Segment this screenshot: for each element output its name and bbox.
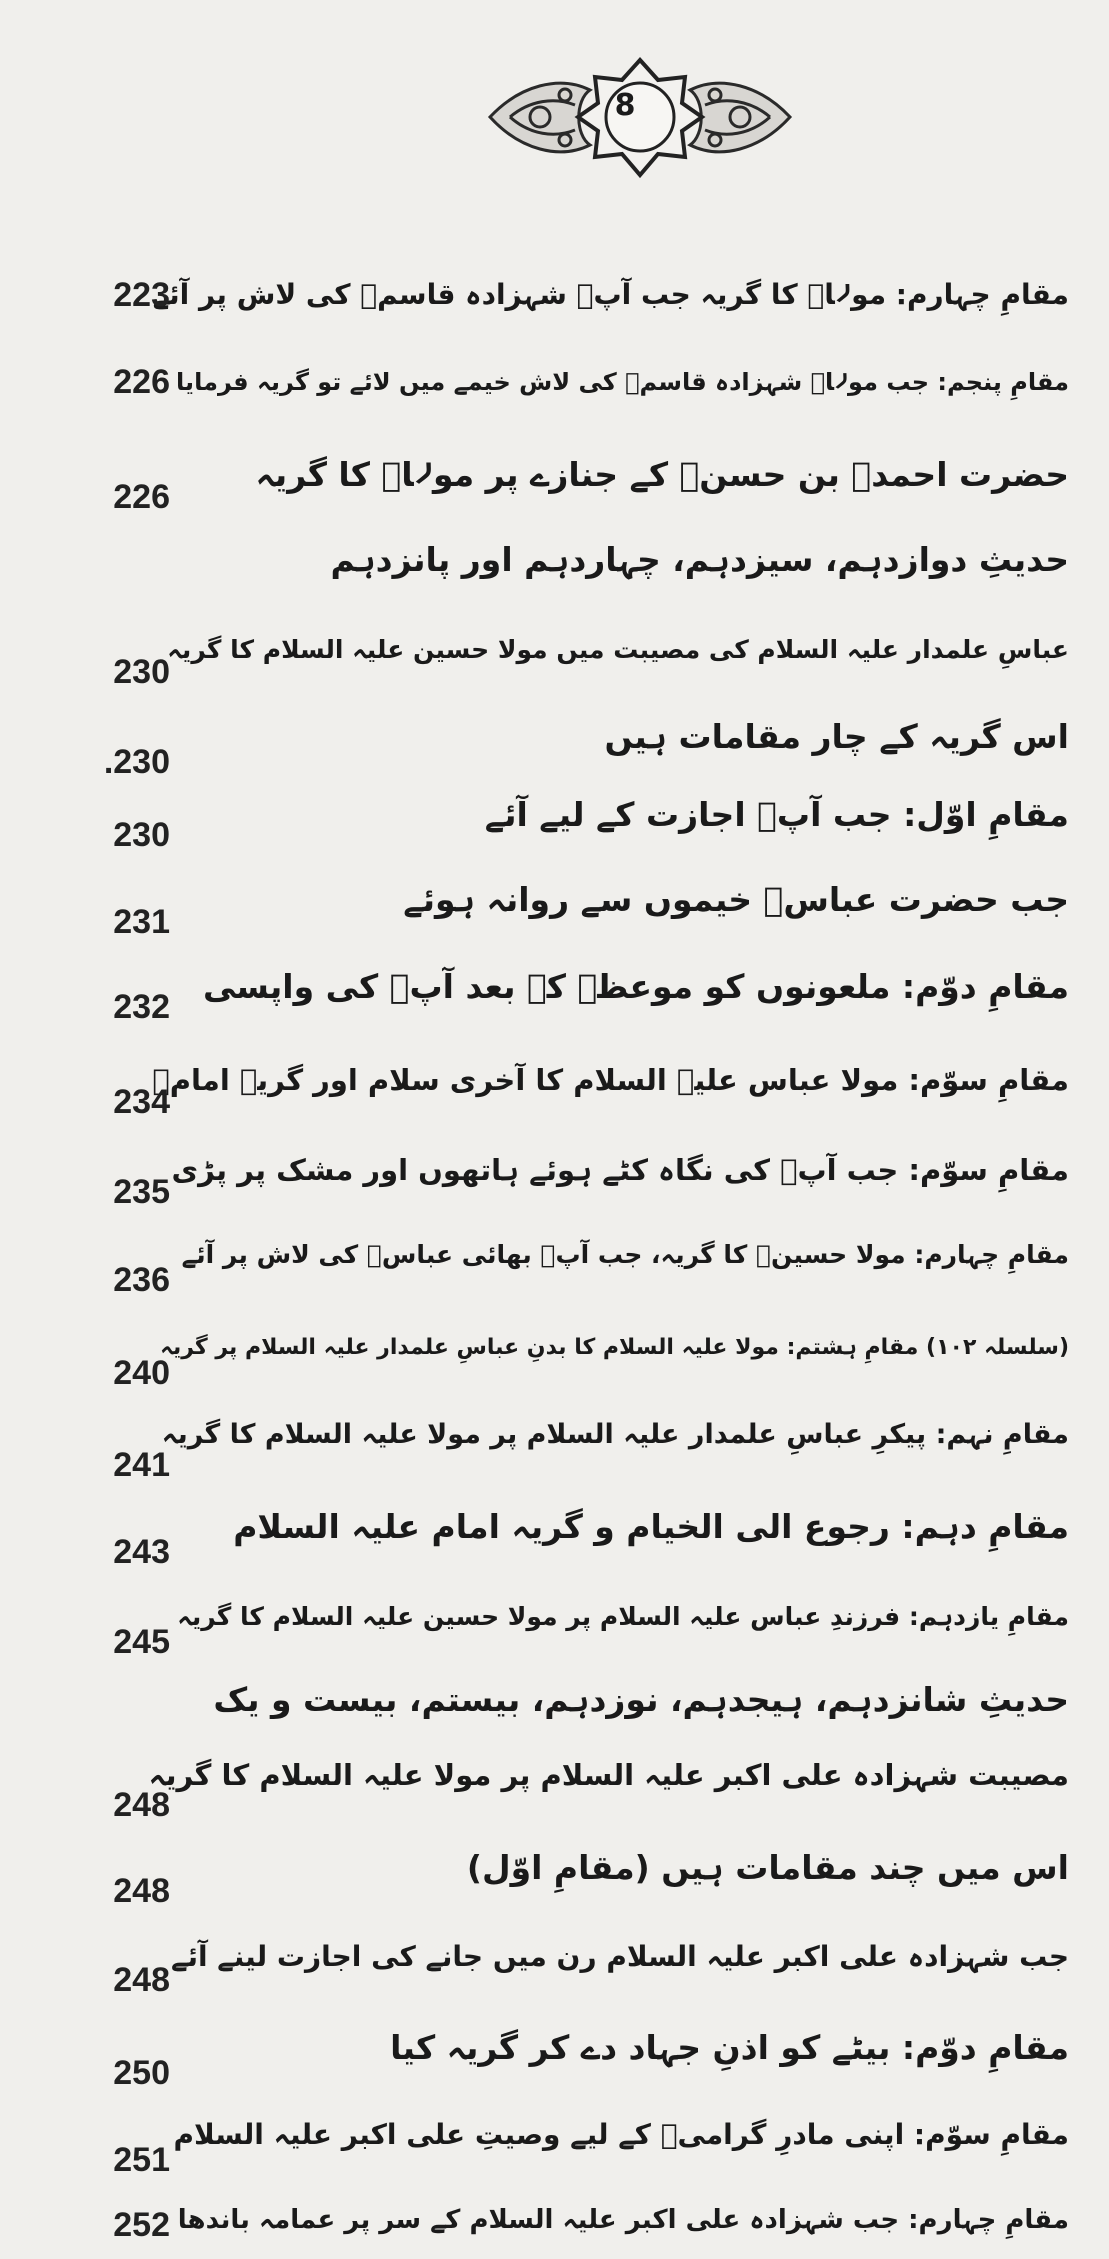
toc-entry-title: اس میں چند مقامات ہیں (مقامِ اوّل): [466, 1848, 1069, 1887]
toc-entry-page: 230: [113, 816, 170, 854]
toc-entry[interactable]: [0, 445, 1109, 516]
toc-entry-page: 252: [113, 2206, 170, 2244]
toc-entry-page: 243: [113, 1533, 170, 1571]
toc-entry-page: 234: [113, 1083, 170, 1121]
toc-entry-title: عباسِ علمدار علیہ السلام کی مصیبت میں مولا حسین علیہ السلام کا گریہ: [167, 635, 1069, 664]
toc-entry-page: 235: [113, 1173, 170, 1211]
toc-entry-title: جب شہزادہ علی اکبر علیہ السلام رن میں جانے کی اجازت لینے آئے: [171, 1940, 1069, 1973]
toc-entry-title: مقامِ پنجم: جب مولاؑ شہزادہ قاسمؑ کی لاش خیمے میں لائے تو گریہ فرمایا: [176, 368, 1069, 396]
toc-entry-title: حدیثِ شانزدہم، ہیجدہم، نوزدہم، بیستم، بیست و یک: [213, 1680, 1069, 1719]
toc-entry[interactable]: [0, 1050, 1109, 1121]
toc-entry-title: مقامِ چہارم: مولاؑ کا گریہ جب آپؑ شہزادہ قاسمؑ کی لاش پر آئے: [152, 278, 1069, 311]
toc-entry[interactable]: [0, 1140, 1109, 1211]
toc-entry-title: مقامِ اوّل: جب آپؑ اجازت کے لیے آئے: [484, 795, 1069, 834]
toc-entry-title: حضرت احمدؑ بن حسنؑ کے جنازے پر مولاؑ کا گریہ: [255, 455, 1069, 494]
toc-entry[interactable]: [0, 1318, 1109, 1392]
toc-entry-title: مقامِ نہم: پیکرِ عباسِ علمدار علیہ السلام پر مولا علیہ السلام کا گریہ: [161, 1419, 1069, 1450]
toc-entry-title: اس گریہ کے چار مقامات ہیں: [604, 717, 1069, 756]
toc-entry[interactable]: [0, 1587, 1109, 1661]
toc-entry-title: مصیبت شہزادہ علی اکبر علیہ السلام پر مولا علیہ السلام کا گریہ: [148, 1758, 1069, 1792]
toc-entry[interactable]: [0, 265, 1109, 325]
toc-entry[interactable]: [0, 2018, 1109, 2092]
toc-entry-page: 240: [113, 1354, 170, 1392]
toc-entry[interactable]: [0, 1838, 1109, 1910]
toc-entry[interactable]: [0, 530, 1109, 590]
toc-entry-title: مقامِ سوّم: اپنی مادرِ گرامیؑ کے لیے وصیتِ علی اکبر علیہ السلام: [173, 2118, 1069, 2151]
toc-entry-title: جب حضرت عباسؑ خیموں سے روانہ ہوئے: [403, 880, 1069, 919]
toc-entry-page: 241: [113, 1446, 170, 1484]
toc-entry-title: مقامِ سوّم: مولا عباس علیہ السلام کا آخری سلام اور گریۂ امامؑ: [152, 1063, 1069, 1097]
toc-entry-page: [30, 1670, 170, 1730]
toc-entry-title: مقامِ دوّم: بیٹے کو اذنِ جہاد دے کر گریہ کیا: [390, 2028, 1069, 2067]
page-number: 8: [614, 88, 636, 123]
toc-entry[interactable]: [0, 870, 1109, 941]
toc-entry[interactable]: [0, 707, 1109, 781]
toc-entry-title: مقامِ دوّم: ملعونوں کو موعظہ کے بعد آپؑ کی واپسی: [202, 967, 1069, 1006]
toc-entry[interactable]: [0, 957, 1109, 1026]
toc-entry[interactable]: [0, 1670, 1109, 1730]
toc-entry[interactable]: [0, 1225, 1109, 1299]
toc-entry[interactable]: [0, 620, 1109, 691]
toc-entry-page: 248: [113, 1961, 170, 1999]
toc-entry-page: 248: [113, 1786, 170, 1824]
toc-entry-title: مقامِ چہارم: جب شہزادہ علی اکبر علیہ السلام کے سر پر عمامہ باندھا: [177, 2205, 1069, 2235]
toc-entry-page: 226: [113, 363, 170, 401]
toc-entry-page: 245: [113, 1623, 170, 1661]
toc-entry-title: مقامِ دہم: رجوع الی الخیام و گریہ امام علیہ السلام: [233, 1507, 1069, 1546]
toc-entry[interactable]: [0, 2105, 1109, 2179]
toc-entry-page: 230: [113, 653, 170, 691]
toc-entry-title: حدیثِ دوازدہم، سیزدہم، چہاردہم اور پانزدہم: [330, 540, 1069, 579]
toc-entry-page: 236: [113, 1261, 170, 1299]
toc-entry-title: مقامِ چہارم: مولا حسینؑ کا گریہ، جب آپؑ بھائی عباسؑ کی لاش پر آئے: [181, 1240, 1069, 1269]
toc-entry-page: 251: [113, 2141, 170, 2179]
toc-entry-title: مقامِ سوّم: جب آپؑ کی نگاہ کٹے ہوئے ہاتھوں اور مشک پر پڑی: [171, 1153, 1069, 1187]
toc-entry-page: 226: [113, 478, 170, 516]
toc-entry-page: .230: [103, 743, 170, 781]
toc-entry-title: (سلسلہ ۱۰۲) مقامِ ہشتم: مولا علیہ السلام کا بدنِ عباسِ علمدار علیہ السلام پر گریہ: [160, 1335, 1069, 1360]
toc-entry[interactable]: [0, 785, 1109, 854]
toc-entry-page: 232: [113, 988, 170, 1026]
toc-entry[interactable]: [0, 1927, 1109, 1999]
toc-entry[interactable]: [0, 2190, 1109, 2250]
toc-entry-page: 231: [113, 903, 170, 941]
toc-entry-page: 223: [113, 276, 170, 314]
toc-entry[interactable]: [0, 1497, 1109, 1571]
toc-entry-page: 248: [113, 1872, 170, 1910]
toc-entry-title: مقامِ یازدہم: فرزندِ عباس علیہ السلام پر مولا حسین علیہ السلام کا گریہ: [177, 1602, 1069, 1631]
toc-entry[interactable]: [0, 1405, 1109, 1484]
toc-entry-page: 250: [113, 2054, 170, 2092]
toc-entry[interactable]: [0, 352, 1109, 412]
toc-entry-page: [30, 530, 170, 590]
toc-entry[interactable]: [0, 1745, 1109, 1824]
